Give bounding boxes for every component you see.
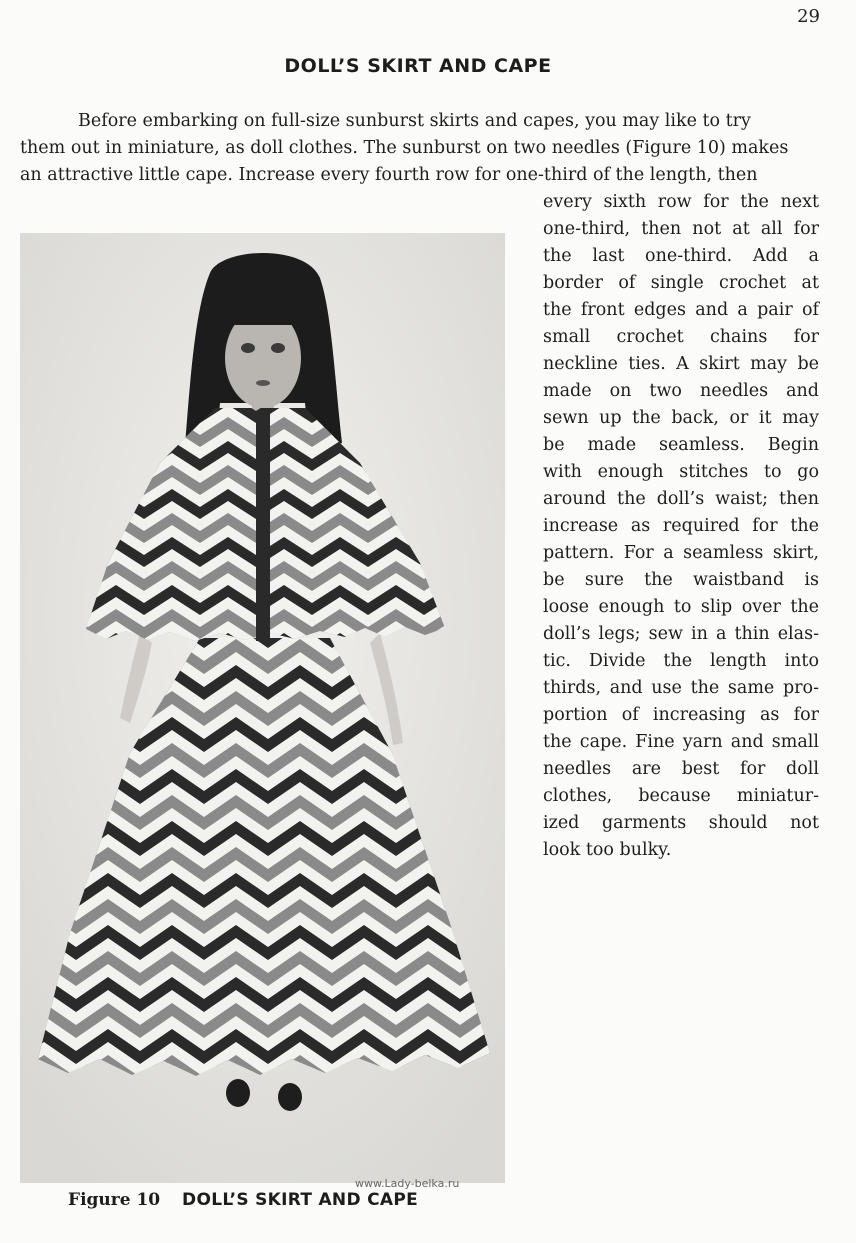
intro-paragraph: [20, 108, 820, 189]
side-line: neckline ties. A skirt may be: [543, 354, 819, 374]
page-number: 29: [797, 6, 820, 27]
side-line: doll’s legs; sew in a thin elas-: [543, 624, 819, 644]
side-line: ized garments should not: [543, 813, 819, 833]
intro-line: an attractive little cape. Increase every fourth row for one-third of the length, then: [20, 165, 758, 185]
doll-left-shoe: [226, 1079, 250, 1107]
cape-front-border: [256, 413, 270, 641]
doll-right-eye: [271, 343, 285, 353]
side-line: pattern. For a seamless skirt,: [543, 543, 819, 563]
side-line: loose enough to slip over the: [543, 597, 819, 617]
doll-left-eye: [241, 343, 255, 353]
side-line: around the doll’s waist; then: [543, 489, 819, 509]
side-line: be made seamless. Begin: [543, 435, 819, 455]
side-line: needles are best for doll: [543, 759, 819, 779]
side-line: tic. Divide the length into: [543, 651, 819, 671]
side-line: increase as required for the: [543, 516, 819, 536]
side-line: sewn up the back, or it may: [543, 408, 819, 428]
side-line: clothes, because miniatur-: [543, 786, 819, 806]
side-line: be sure the waistband is: [543, 570, 819, 590]
doll-mouth: [256, 380, 270, 386]
side-paragraph: [543, 189, 819, 864]
watermark: www.Lady-belka.ru: [355, 1177, 460, 1190]
side-line: made on two needles and: [543, 381, 819, 401]
figure-photo: [20, 233, 505, 1183]
side-line: the front edges and a pair of: [543, 300, 819, 320]
intro-line: them out in miniature, as doll clothes. The sunburst on two needles (Figure 10) makes: [20, 138, 789, 158]
side-line: border of single crochet at: [543, 273, 819, 293]
figure-caption: [68, 1190, 418, 1210]
side-line: thirds, and use the same pro-: [543, 678, 819, 698]
figure-label: Figure 10: [68, 1190, 161, 1210]
doll-illustration: [20, 233, 505, 1183]
side-line: the cape. Fine yarn and small: [543, 732, 819, 752]
doll-right-shoe: [278, 1083, 302, 1111]
side-line: every sixth row for the next: [543, 192, 819, 212]
side-line: with enough stitches to go: [543, 462, 819, 482]
figure-title: DOLL’S SKIRT AND CAPE: [182, 1190, 418, 1210]
page-title: DOLL’S SKIRT AND CAPE: [284, 55, 552, 77]
side-line: portion of increasing as for: [543, 705, 819, 725]
intro-line: Before embarking on full-size sunburst skirts and capes, you may like to try: [78, 111, 751, 131]
side-line: look too bulky.: [543, 840, 672, 860]
side-line: one-third, then not at all for: [543, 219, 819, 239]
side-line: the last one-third. Add a: [543, 246, 819, 266]
side-line: small crochet chains for: [543, 327, 819, 347]
